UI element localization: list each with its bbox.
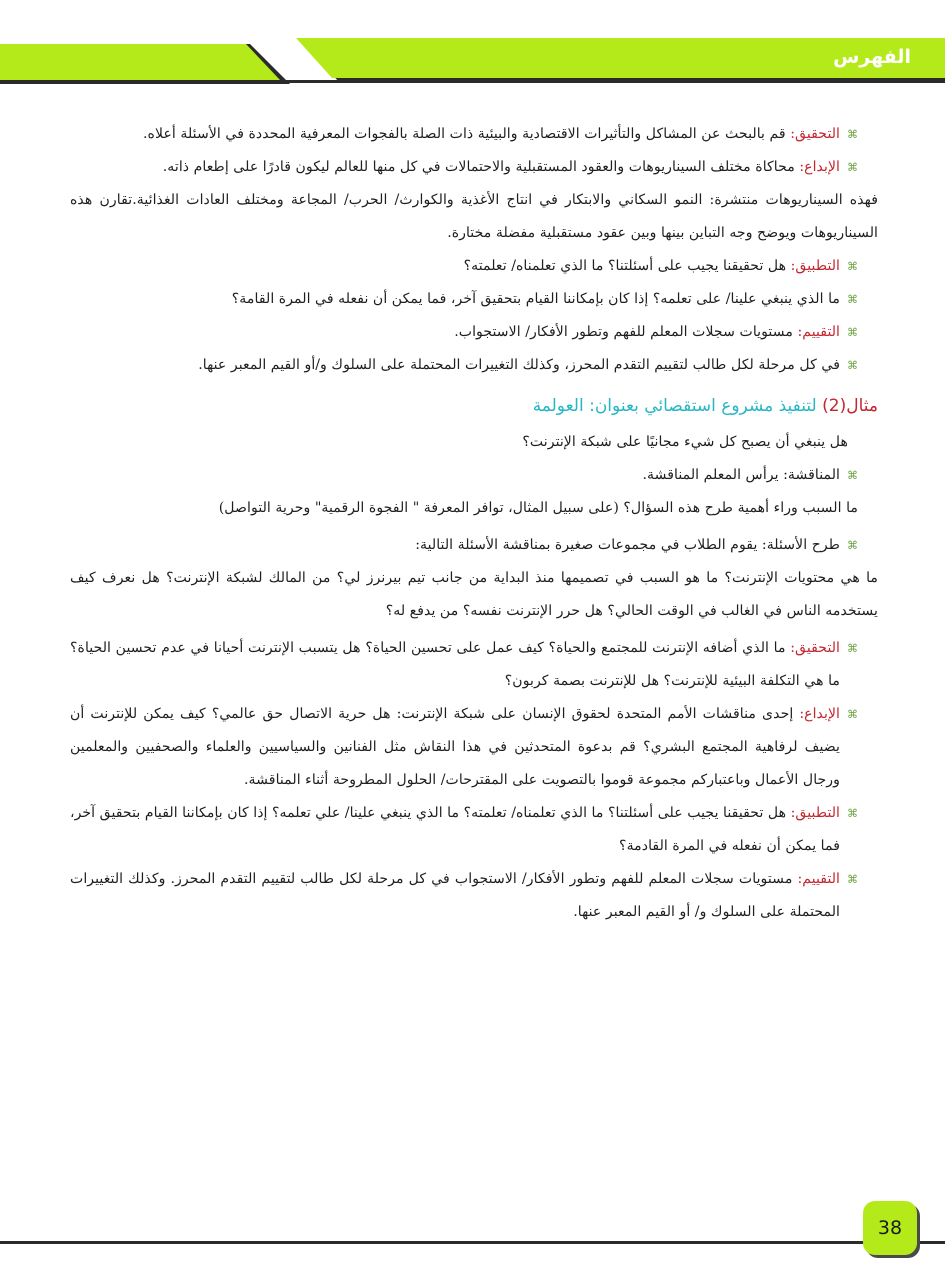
item-text: مستويات سجلات المعلم للفهم وتطور الأفكار/ الاستجواب. bbox=[454, 324, 798, 340]
bullet-icon: ⌘ bbox=[847, 359, 858, 372]
item-text: المناقشة: يرأس المعلم المناقشة. bbox=[642, 467, 840, 483]
item-text: مستويات سجلات المعلم للفهم وتطور الأفكار/ الاستجواب في كل مرحلة لكل طالب لتقييم التقدم المحرز. وكذلك التغييرات المحتملة على السلوك و/ أو القيم المعبر عنها. bbox=[70, 871, 840, 920]
item-text: هل تحقيقنا يجيب على أسئلتنا؟ ما الذي تعلمناه/ تعلمته؟ bbox=[463, 258, 791, 274]
item-text: إحدى مناقشات الأمم المتحدة لحقوق الإنسان على شبكة الإنترنت: هل حرية الاتصال حق عالمي؟ كيف يمكن للإنترنت أن يضيف لرفاهية المجتمع البشري؟ قم بدعوة المتحدثين في هذا النقاش مثل الفنانين والسياسيين والعلماء والصحفيين والمعلمين ورجال الأعمال وباعتباركم مجموعة قوموا بالتصويت على المقترحات/ الحلول المطروحة أثناء المناقشة. bbox=[70, 706, 840, 788]
item-label: التقييم: bbox=[797, 324, 840, 340]
list-item bbox=[70, 529, 878, 562]
bullet-icon: ⌘ bbox=[847, 161, 858, 174]
item-label: الإبداع: bbox=[799, 706, 840, 722]
bullet-icon: ⌘ bbox=[847, 807, 858, 820]
item-label: التطبيق: bbox=[790, 258, 840, 274]
list-item bbox=[70, 151, 878, 184]
bullet-icon: ⌘ bbox=[847, 260, 858, 273]
bullet-icon: ⌘ bbox=[847, 293, 858, 306]
example-number: مثال(2) bbox=[822, 396, 878, 416]
list-item bbox=[70, 250, 878, 283]
example-heading bbox=[70, 390, 878, 422]
list-item bbox=[70, 118, 878, 151]
page-number: 38 bbox=[863, 1201, 917, 1255]
item-text: طرح الأسئلة: يقوم الطلاب في مجموعات صغيرة بمناقشة الأسئلة التالية: bbox=[415, 537, 840, 553]
reason-paragraph: ما السبب وراء أهمية طرح هذه السؤال؟ (على سبيل المثال، توافر المعرفة " الفجوة الرقمية" وحرية التواصل) bbox=[218, 500, 858, 516]
bullet-icon: ⌘ bbox=[847, 326, 858, 339]
bullet-icon: ⌘ bbox=[847, 873, 858, 886]
list-item bbox=[70, 316, 878, 349]
item-text: محاكاة مختلف السيناريوهات والعقود المستقبلية والاحتمالات في كل منها للعالم ليكون قادرًا على إطعام ذاته. bbox=[162, 159, 800, 175]
header-left-bar bbox=[0, 44, 280, 80]
page-header-title: الفهرس bbox=[833, 46, 911, 68]
item-label: التحقيق: bbox=[790, 126, 840, 142]
item-label: الإبداع: bbox=[799, 159, 840, 175]
item-text: هل تحقيقنا يجيب على أسئلتنا؟ ما الذي تعلمناه/ تعلمته؟ ما الذي ينبغي علينا/ علي تعلمه؟ إذا كان بإمكاننا القيام بتحقيق آخر، فما يمكن أن نفعله في المرة القادمة؟ bbox=[70, 805, 840, 854]
bullet-icon: ⌘ bbox=[847, 469, 858, 482]
item-text: ما الذي ينبغي علينا/ على تعلمه؟ إذا كان بإمكاننا القيام بتحقيق آخر، فما يمكن أن نفعله في المرة القامة؟ bbox=[231, 291, 840, 307]
item-label: التطبيق: bbox=[790, 805, 840, 821]
page-content bbox=[70, 118, 878, 929]
item-text: ما الذي أضافه الإنترنت للمجتمع والحياة؟ كيف عمل على تحسين الحياة؟ هل يتسبب الإنترنت أحيانا في عدم تحسين الحياة؟ ما هي التكلفة البيئية للإنترنت؟ هل للإنترنت بصمة كربون؟ bbox=[70, 640, 840, 689]
list-item bbox=[70, 797, 878, 863]
item-text: قم بالبحث عن المشاكل والتأثيرات الاقتصادية والبيئية ذات الصلة بالفجوات المعرفية المحددة في الأسئلة أعلاه. bbox=[143, 126, 791, 142]
item-label: التحقيق: bbox=[790, 640, 840, 656]
central-question: هل ينبغي أن يصبح كل شيء مجانيًا على شبكة الإنترنت؟ bbox=[522, 434, 848, 450]
list-item bbox=[70, 698, 878, 797]
item-text: في كل مرحلة لكل طالب لتقييم التقدم المحرز، وكذلك التغييرات المحتملة على السلوك و/أو القيم المعبر عنها. bbox=[198, 357, 840, 373]
bullet-icon: ⌘ bbox=[847, 539, 858, 552]
list-item bbox=[70, 459, 878, 492]
list-item bbox=[70, 283, 878, 316]
footer-rule bbox=[0, 1241, 945, 1244]
item-label: التقييم: bbox=[797, 871, 840, 887]
bullet-icon: ⌘ bbox=[847, 642, 858, 655]
example-title: لتنفيذ مشروع استقصائي بعنوان: العولمة bbox=[532, 396, 823, 416]
list-item bbox=[70, 863, 878, 929]
list-item bbox=[70, 349, 878, 382]
list-item bbox=[70, 632, 878, 698]
bullet-icon: ⌘ bbox=[847, 128, 858, 141]
bullet-icon: ⌘ bbox=[847, 708, 858, 721]
questions-paragraph: ما هي محتويات الإنترنت؟ ما هو السبب في تصميمها منذ البداية من جانب تيم بيرنرز لي؟ من المالك لشبكة الإنترنت؟ هل نعرف كيف يستخدمه الناس في الغالب في الوقت الحالي؟ هل حرر الإنترنت نفسه؟ من يدفع له؟ bbox=[70, 570, 878, 619]
scenarios-paragraph: فهذه السيناريوهات منتشرة: النمو السكاني والابتكار في انتاج الأغذية والكوارث/ الحرب/ المجاعة ومختلف العادات الغذائية.تقارن هذه السيناريوهات ويوضح وجه التباين بينها وبين عقود مستقبلية مفضلة مختارة. bbox=[70, 192, 878, 241]
